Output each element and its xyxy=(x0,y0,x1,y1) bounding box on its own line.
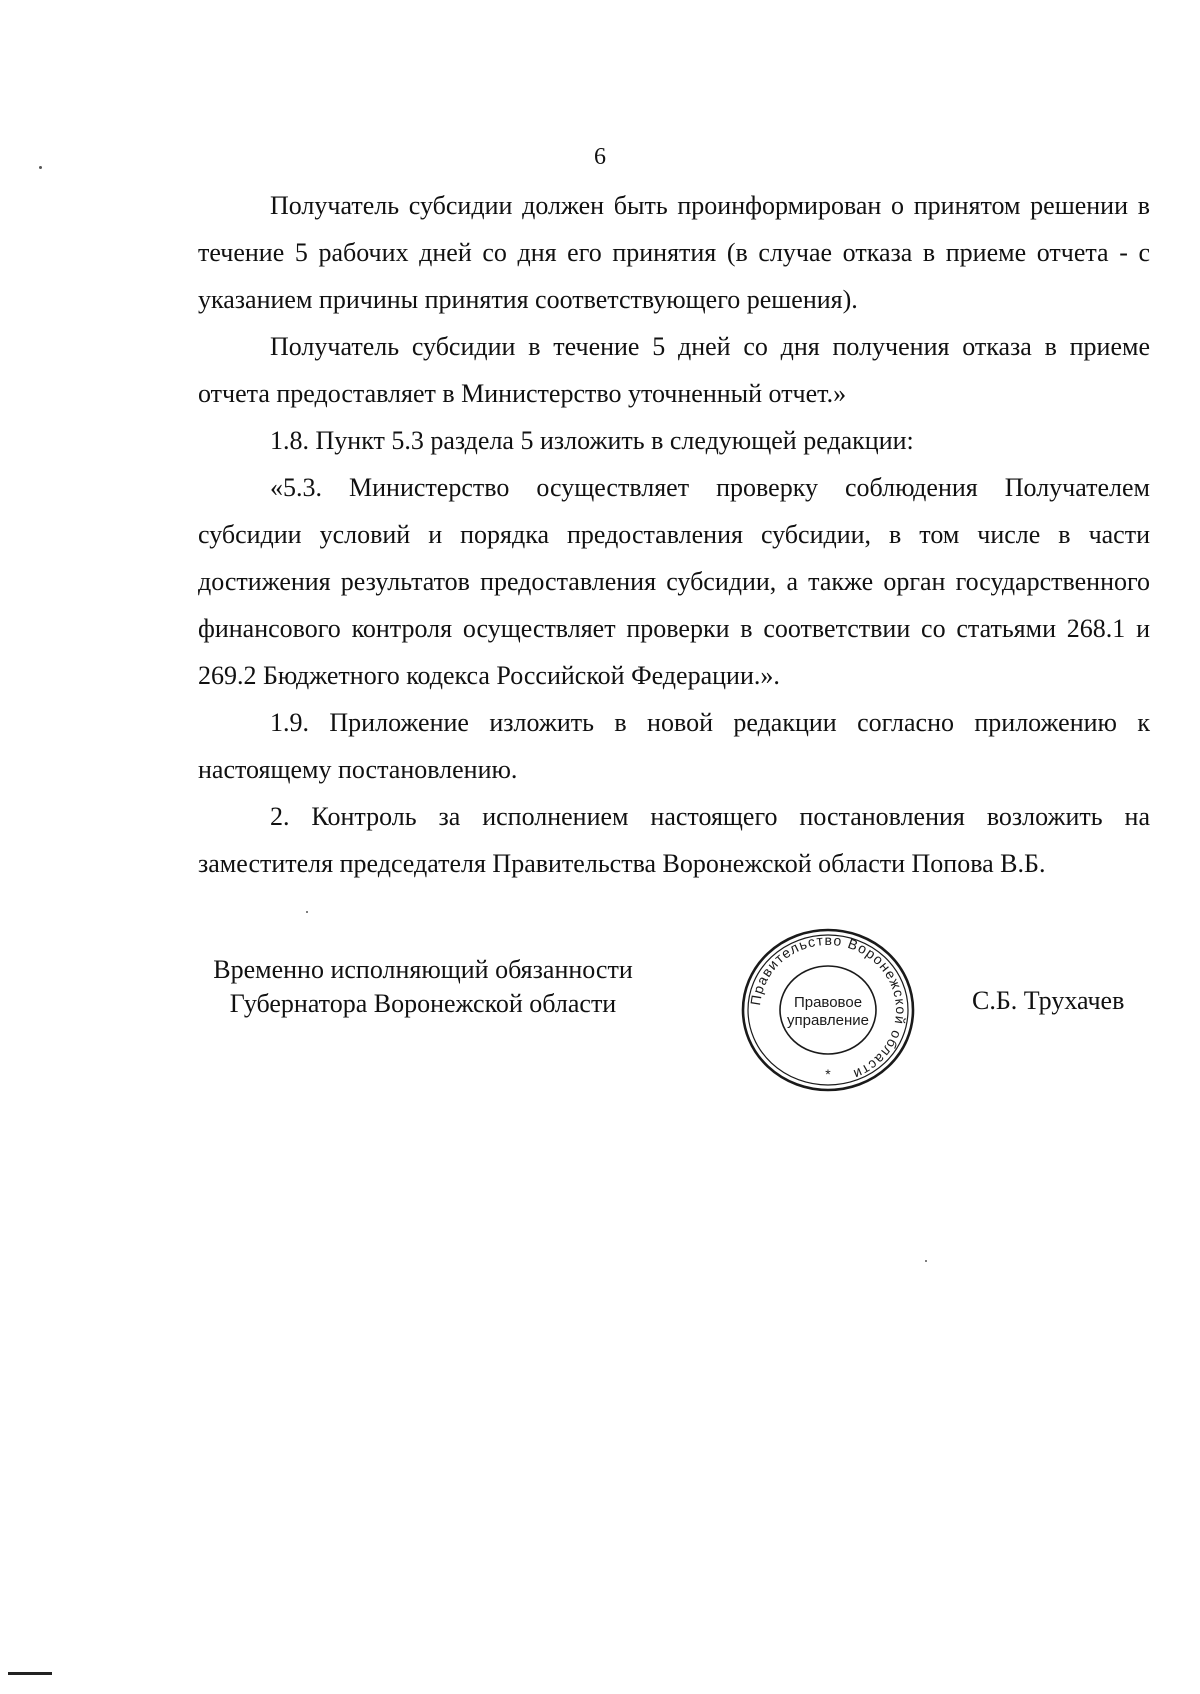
signatory-position-line2: Губернатора Воронежской области xyxy=(229,989,617,1018)
document-body xyxy=(198,182,1150,887)
page-number: 6 xyxy=(594,144,606,170)
signatory-name: С.Б. Трухачев xyxy=(972,986,1125,1015)
seal-inner-line2: управление xyxy=(786,1012,870,1029)
scan-speck xyxy=(39,166,42,169)
seal-star: * xyxy=(825,1066,831,1082)
paragraph-notification: Получатель субсидии должен быть проинформирован о принятом решении в течение 5 рабочих дней со дня его принятия (в случае отказа в приеме отчета - с указанием причины принятия соответствующего решения). xyxy=(198,191,1150,314)
scan-speck xyxy=(306,911,308,913)
paragraph-item-1-8: 1.8. Пункт 5.3 раздела 5 изложить в следующей редакции: xyxy=(270,426,914,455)
paragraph-item-2-control: 2. Контроль за исполнением настоящего постановления возложить на заместителя председателя Правительства Воронежской области Попова В.Б. xyxy=(198,802,1150,878)
seal-outer-text: Правительство Воронежской области xyxy=(747,931,910,1084)
seal-inner-line1: Правовое xyxy=(793,994,863,1011)
scan-edge-mark xyxy=(8,1672,52,1675)
signatory-position-line1: Временно исполняющий обязанности xyxy=(213,955,633,984)
seal-icon xyxy=(739,927,917,1093)
signatory-position xyxy=(198,953,648,1021)
official-seal-stamp xyxy=(739,927,917,1093)
scan-speck xyxy=(925,1260,927,1262)
paragraph-refined-report: Получатель субсидии в течение 5 дней со дня получения отказа в приеме отчета предоставляет в Министерство уточненный отчет.» xyxy=(198,332,1150,408)
paragraph-item-5-3: «5.3. Министерство осуществляет проверку соблюдения Получателем субсидии условий и порядка предоставления субсидии, в том числе в части достижения результатов предоставления субсидии, а также орган государственного финансового контроля осуществляет проверки в соответствии со статьями 268.1 и 269.2 Бюджетного кодекса Российской Федерации.». xyxy=(198,473,1150,690)
paragraph-item-1-9: 1.9. Приложение изложить в новой редакции согласно приложению к настоящему постановлению. xyxy=(198,708,1150,784)
